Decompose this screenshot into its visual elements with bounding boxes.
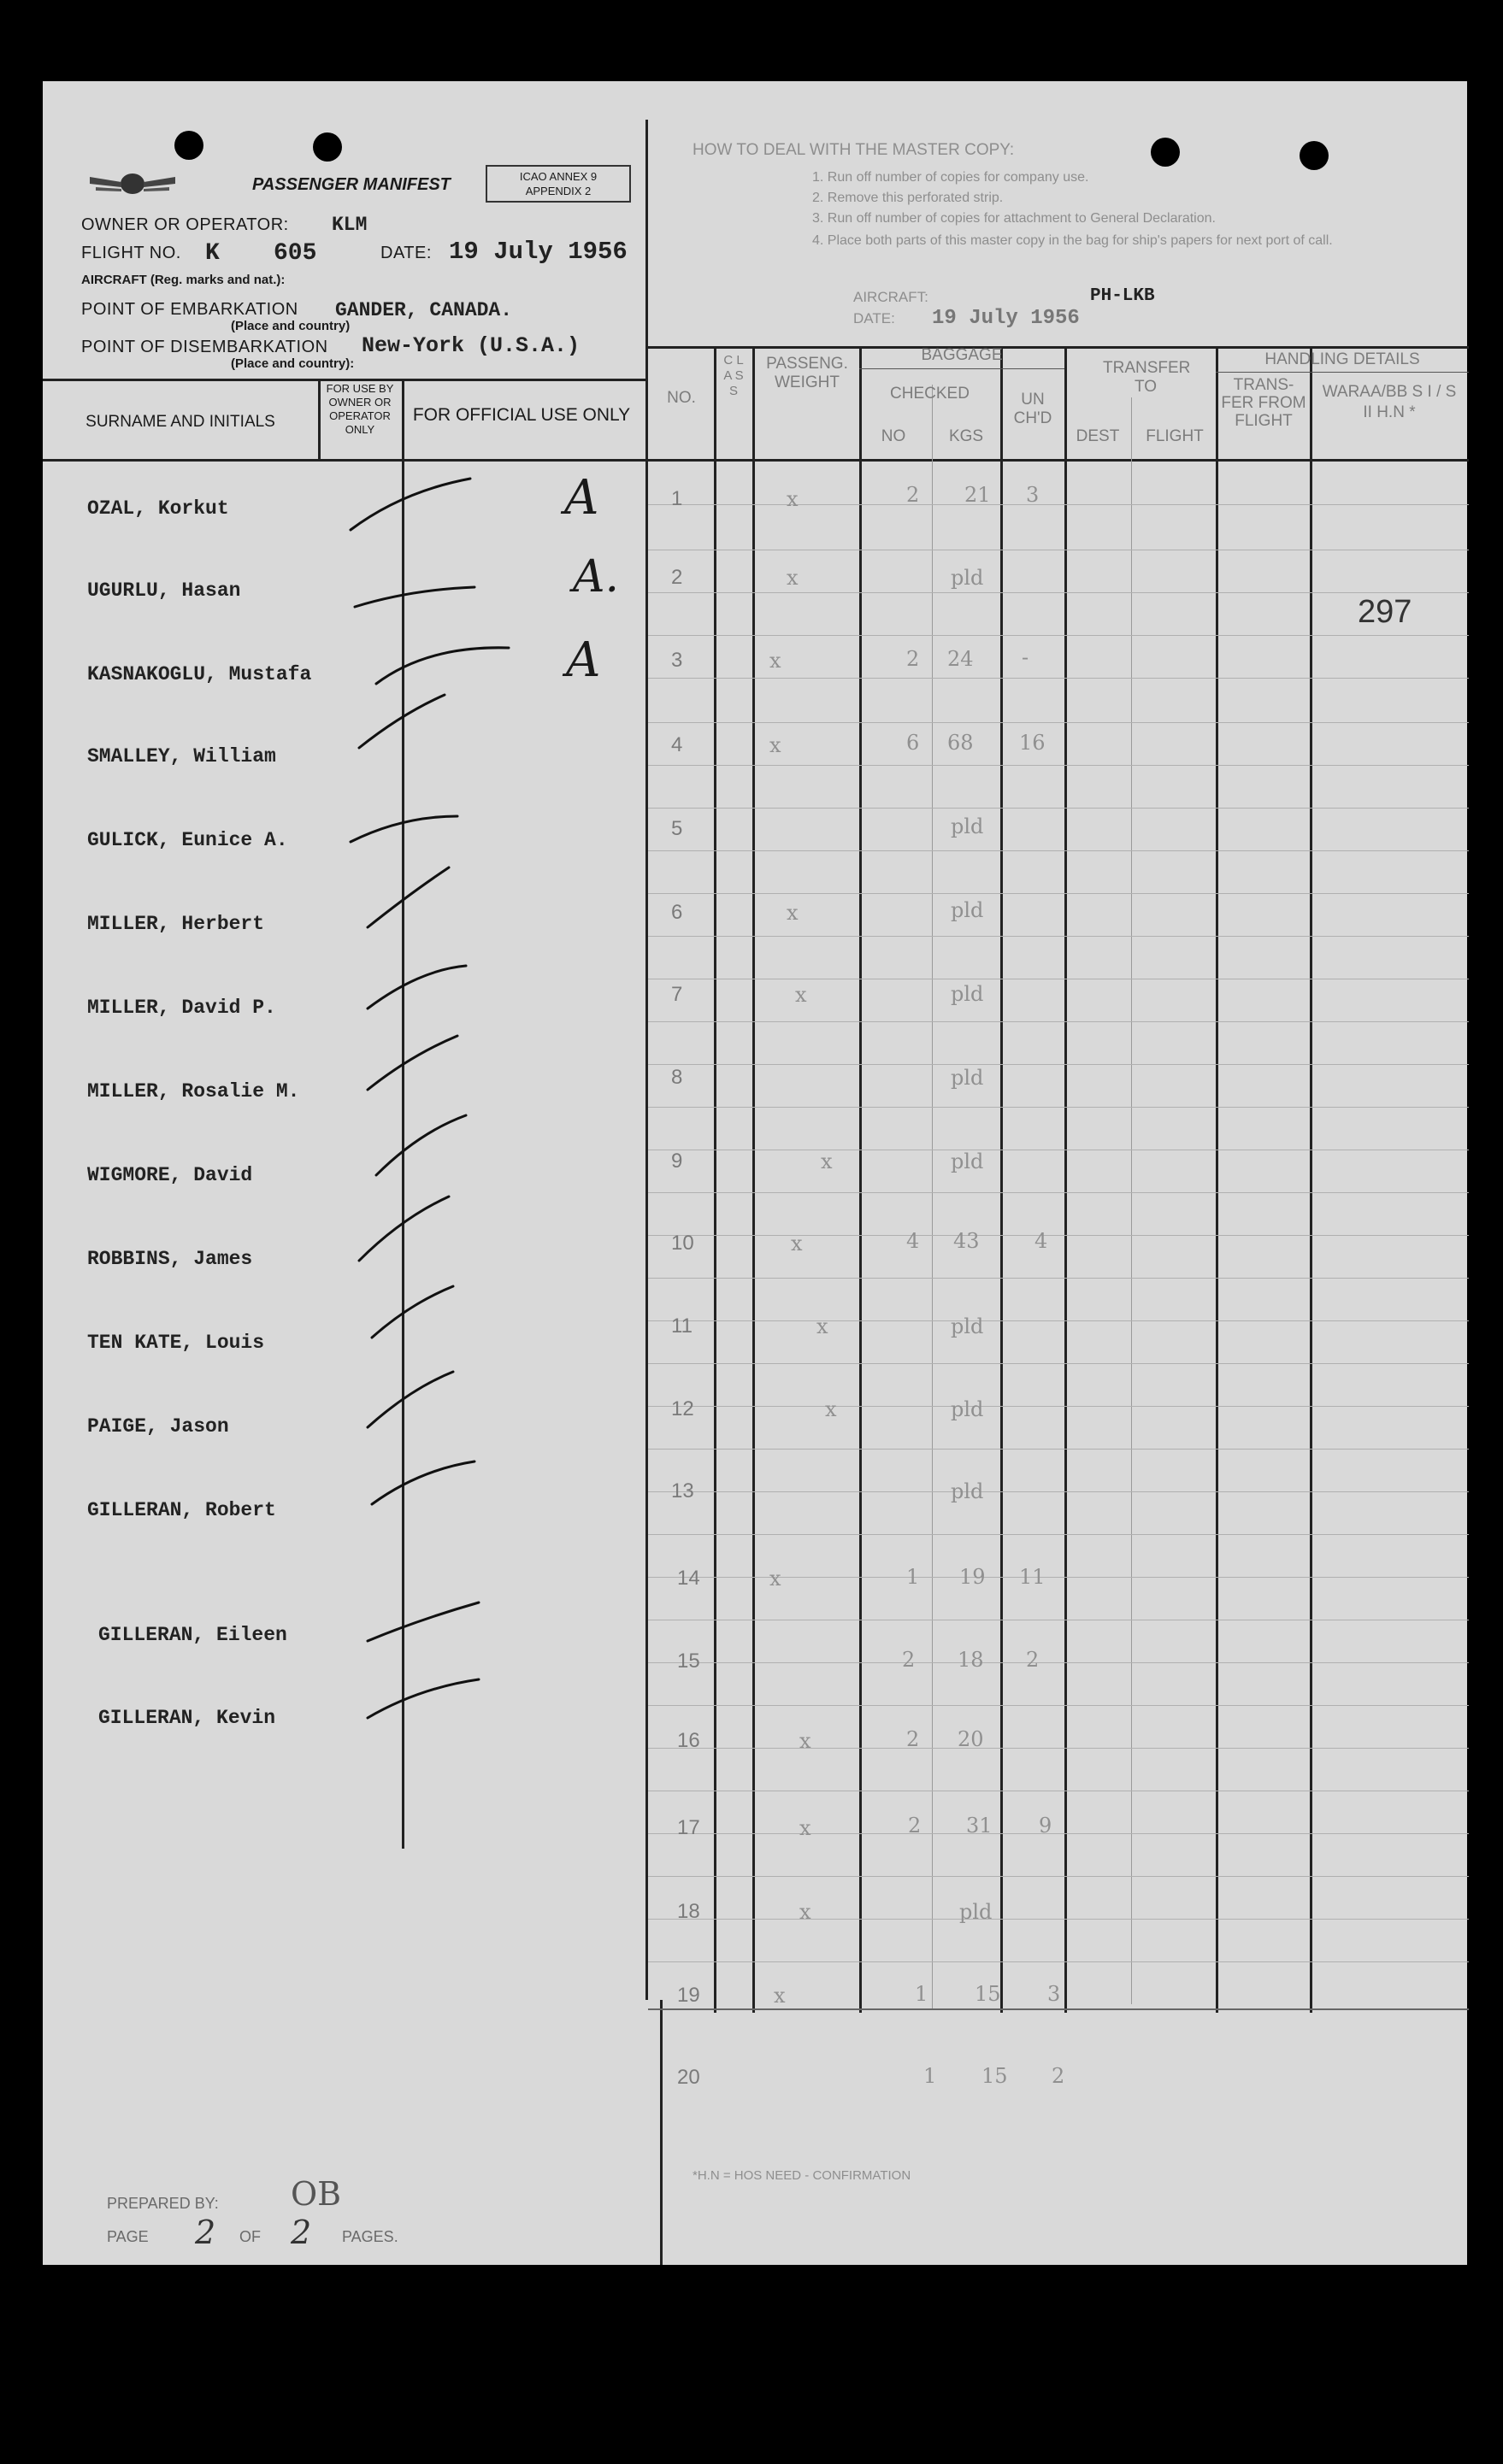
row-number: 3 (671, 649, 683, 672)
flight-value: 605 (274, 240, 317, 267)
bag-unchecked: - (1022, 645, 1029, 669)
weight-mark: x (799, 1900, 811, 1924)
bag-unchecked: 16 (1019, 731, 1046, 755)
row-number: 6 (671, 901, 683, 924)
of-value: 2 (291, 2214, 312, 2251)
passenger-name: GILLERAN, Robert (87, 1499, 276, 1521)
master-copy-step: 4. Place both parts of this master copy in the bag for ship's papers for next port of call. (812, 233, 1333, 248)
bag-count: 4 (906, 1229, 920, 1253)
bag-kgs: pld (951, 1397, 984, 1421)
passenger-name: MILLER, Herbert (87, 913, 265, 935)
bag-unchecked: 3 (1026, 483, 1040, 507)
row-number: 19 (677, 1984, 700, 2007)
column-divider (714, 346, 716, 2013)
bag-kgs: pld (951, 1314, 984, 1338)
passenger-name: TEN KATE, Louis (87, 1332, 265, 1354)
passenger-name: SMALLEY, William (87, 745, 276, 767)
flight-prefix: K (205, 240, 220, 267)
disembark-value: New-York (U.S.A.) (362, 333, 581, 358)
row-number: 1 (671, 487, 683, 510)
weight-mark: x (795, 983, 807, 1007)
master-copy-step: 2. Remove this perforated strip. (812, 191, 1004, 205)
subheader-rule (859, 368, 1064, 369)
prepared-label: PREPARED BY: (107, 2195, 219, 2212)
col-transfer: TRANSFER TO (1103, 359, 1191, 396)
form-title: PASSENGER MANIFEST (252, 175, 451, 194)
passenger-name: OZAL, Korkut (87, 497, 229, 520)
bag-kgs: pld (951, 814, 984, 838)
bag-unchecked: 2 (1026, 1648, 1040, 1672)
bag-count: 2 (902, 1648, 916, 1672)
official-mark: A (564, 470, 599, 526)
bag-unchecked: 11 (1019, 1565, 1046, 1589)
bag-kgs: 20 (958, 1727, 984, 1751)
master-date-value: 19 July 1956 (932, 307, 1080, 330)
row-number: 18 (677, 1900, 700, 1923)
row-number: 10 (671, 1232, 694, 1255)
col-unchd: UN CH'D (1013, 391, 1052, 427)
col-surname: SURNAME AND INITIALS (85, 413, 275, 431)
row-number: 16 (677, 1729, 700, 1752)
row-number: 13 (671, 1479, 694, 1503)
bag-kgs: 24 (947, 647, 974, 671)
bag-kgs: 18 (958, 1648, 984, 1672)
pages-label: PAGES. (342, 2228, 398, 2245)
column-divider (1310, 346, 1312, 2013)
master-date-label: DATE: (853, 310, 895, 326)
row-number: 12 (671, 1397, 694, 1420)
bag-kgs: pld (951, 982, 984, 1006)
official-mark: A (566, 632, 601, 688)
bag-count: 2 (906, 647, 920, 671)
col-owner-use: FOR USE BY OWNER OR OPERATOR ONLY (326, 382, 394, 436)
master-aircraft-label: AIRCRAFT: (853, 289, 928, 305)
weight-mark: x (769, 733, 781, 757)
master-copy-step: 1. Run off number of copies for company use. (812, 170, 1089, 185)
annex-text: ICAO ANNEX 9 APPENDIX 2 (519, 170, 598, 197)
bag-kgs: 21 (964, 483, 991, 507)
passenger-name: WIGMORE, David (87, 1164, 253, 1186)
page-label: PAGE (107, 2228, 149, 2245)
prepared-value: OB (291, 2175, 342, 2213)
subheader-rule (1216, 372, 1469, 373)
column-divider (1216, 346, 1218, 2013)
passenger-name: PAIGE, Jason (87, 1415, 229, 1438)
bag-count: 2 (906, 1727, 920, 1751)
manifest-sheet (43, 81, 1467, 2265)
col-flight: FLIGHT (1146, 427, 1204, 445)
owner-label: OWNER OR OPERATOR: (81, 215, 289, 234)
weight-mark: x (787, 901, 799, 925)
embark-value: GANDER, CANADA. (335, 299, 513, 321)
row-number: 11 (671, 1314, 693, 1338)
column-divider (1064, 346, 1067, 2013)
passenger-name: MILLER, Rosalie M. (87, 1080, 300, 1103)
bag-unchecked: 3 (1047, 1982, 1061, 2006)
col-class: C L A S S (723, 353, 744, 398)
bag-kgs: pld (959, 1900, 993, 1924)
bag-unchecked: 2 (1052, 2064, 1065, 2088)
bag-kgs: pld (951, 1150, 984, 1173)
col-baggage: BAGGAGE (921, 346, 1003, 364)
bag-unchecked: 4 (1034, 1229, 1048, 1253)
bag-kgs: 19 (959, 1565, 986, 1589)
page-number: 297 (1358, 594, 1412, 630)
passenger-name: GILLERAN, Kevin (98, 1707, 276, 1729)
col-no: NO. (667, 389, 696, 407)
col-checked: CHECKED (890, 385, 970, 403)
bag-unchecked: 9 (1039, 1814, 1052, 1838)
punch-hole (1300, 141, 1329, 170)
of-label: OF (239, 2228, 261, 2245)
master-copy-step: 3. Run off number of copies for attachment to General Declaration. (812, 211, 1216, 226)
column-divider (1131, 397, 1132, 2004)
perforation-line-lower (660, 2000, 663, 2265)
bag-count: 2 (908, 1814, 922, 1838)
row-number: 2 (671, 566, 683, 589)
bag-kgs: pld (951, 1479, 984, 1503)
col-handling: HANDLING DETAILS (1264, 350, 1420, 368)
col-transfer-from: TRANS- FER FROM FLIGHT (1221, 376, 1306, 430)
weight-mark: x (774, 1984, 786, 2008)
master-copy-heading: HOW TO DEAL WITH THE MASTER COPY: (693, 141, 1015, 159)
bag-count: 1 (906, 1565, 920, 1589)
aircraft-label: AIRCRAFT (Reg. marks and nat.): (81, 273, 286, 287)
passenger-name: MILLER, David P. (87, 997, 276, 1019)
disembark-label: POINT OF DISEMBARKATION (81, 338, 328, 356)
disembark-place-note: (Place and country): (231, 356, 355, 371)
bag-count: 1 (923, 2064, 937, 2088)
col-waraa: WARAA/BB S I / S II H.N * (1322, 383, 1457, 421)
date-value: 19 July 1956 (449, 238, 628, 266)
owner-value: KLM (332, 214, 368, 236)
bag-kgs: 31 (966, 1814, 993, 1838)
col-checked-no: NO (881, 427, 906, 445)
row-number: 8 (671, 1066, 683, 1089)
official-mark: A. (573, 551, 620, 603)
check-strokes (43, 81, 658, 1876)
footnote: *H.N = HOS NEED - CONFIRMATION (693, 2168, 911, 2183)
passenger-name: GULICK, Eunice A. (87, 829, 288, 851)
weight-mark: x (799, 1816, 811, 1840)
col-passeng-weight: PASSENG. WEIGHT (766, 355, 848, 391)
bag-kgs: pld (951, 898, 984, 922)
weight-mark: x (821, 1150, 833, 1173)
passenger-name: UGURLU, Hasan (87, 579, 241, 602)
weight-mark: x (791, 1232, 803, 1256)
row-number: 17 (677, 1816, 700, 1839)
bag-kgs: 68 (947, 731, 974, 755)
row-number: 14 (677, 1567, 700, 1590)
passenger-name: KASNAKOGLU, Mustafa (87, 663, 312, 685)
weight-mark: x (816, 1314, 828, 1338)
bag-count: 2 (906, 483, 920, 507)
bag-count: 1 (915, 1982, 928, 2006)
column-divider (932, 385, 933, 2008)
column-divider (1000, 346, 1003, 2013)
weight-mark: x (769, 1567, 781, 1591)
row-number: 15 (677, 1650, 700, 1673)
bag-kgs: 15 (975, 1982, 1001, 2006)
bag-kgs: 15 (981, 2064, 1008, 2088)
row-number: 7 (671, 983, 683, 1006)
bag-kgs: 43 (953, 1229, 980, 1253)
bag-kgs: pld (951, 1066, 984, 1090)
column-divider (859, 346, 862, 2013)
weight-mark: x (769, 649, 781, 673)
punch-hole (1151, 138, 1180, 167)
column-divider (752, 346, 755, 2013)
flight-label: FLIGHT NO. (81, 244, 181, 262)
embark-place-note: (Place and country) (231, 319, 351, 333)
col-dest: DEST (1076, 427, 1120, 445)
bag-count: 6 (906, 731, 920, 755)
bag-kgs: pld (951, 566, 984, 590)
row-number: 9 (671, 1150, 683, 1173)
date-label: DATE: (380, 244, 432, 262)
weight-mark: x (799, 1729, 811, 1753)
col-checked-kgs: KGS (948, 427, 984, 445)
passenger-name: ROBBINS, James (87, 1248, 253, 1270)
row-number: 20 (677, 2066, 700, 2089)
passenger-name: GILLERAN, Eileen (98, 1624, 287, 1646)
master-aircraft-value: PH-LKB (1090, 286, 1155, 306)
weight-mark: x (787, 487, 799, 511)
row-number: 5 (671, 817, 683, 840)
page-value: 2 (195, 2214, 216, 2251)
col-official-use: FOR OFFICIAL USE ONLY (412, 405, 631, 425)
embark-label: POINT OF EMBARKATION (81, 300, 298, 319)
weight-mark: x (787, 566, 799, 590)
weight-mark: x (825, 1397, 837, 1421)
row-number: 4 (671, 733, 683, 756)
